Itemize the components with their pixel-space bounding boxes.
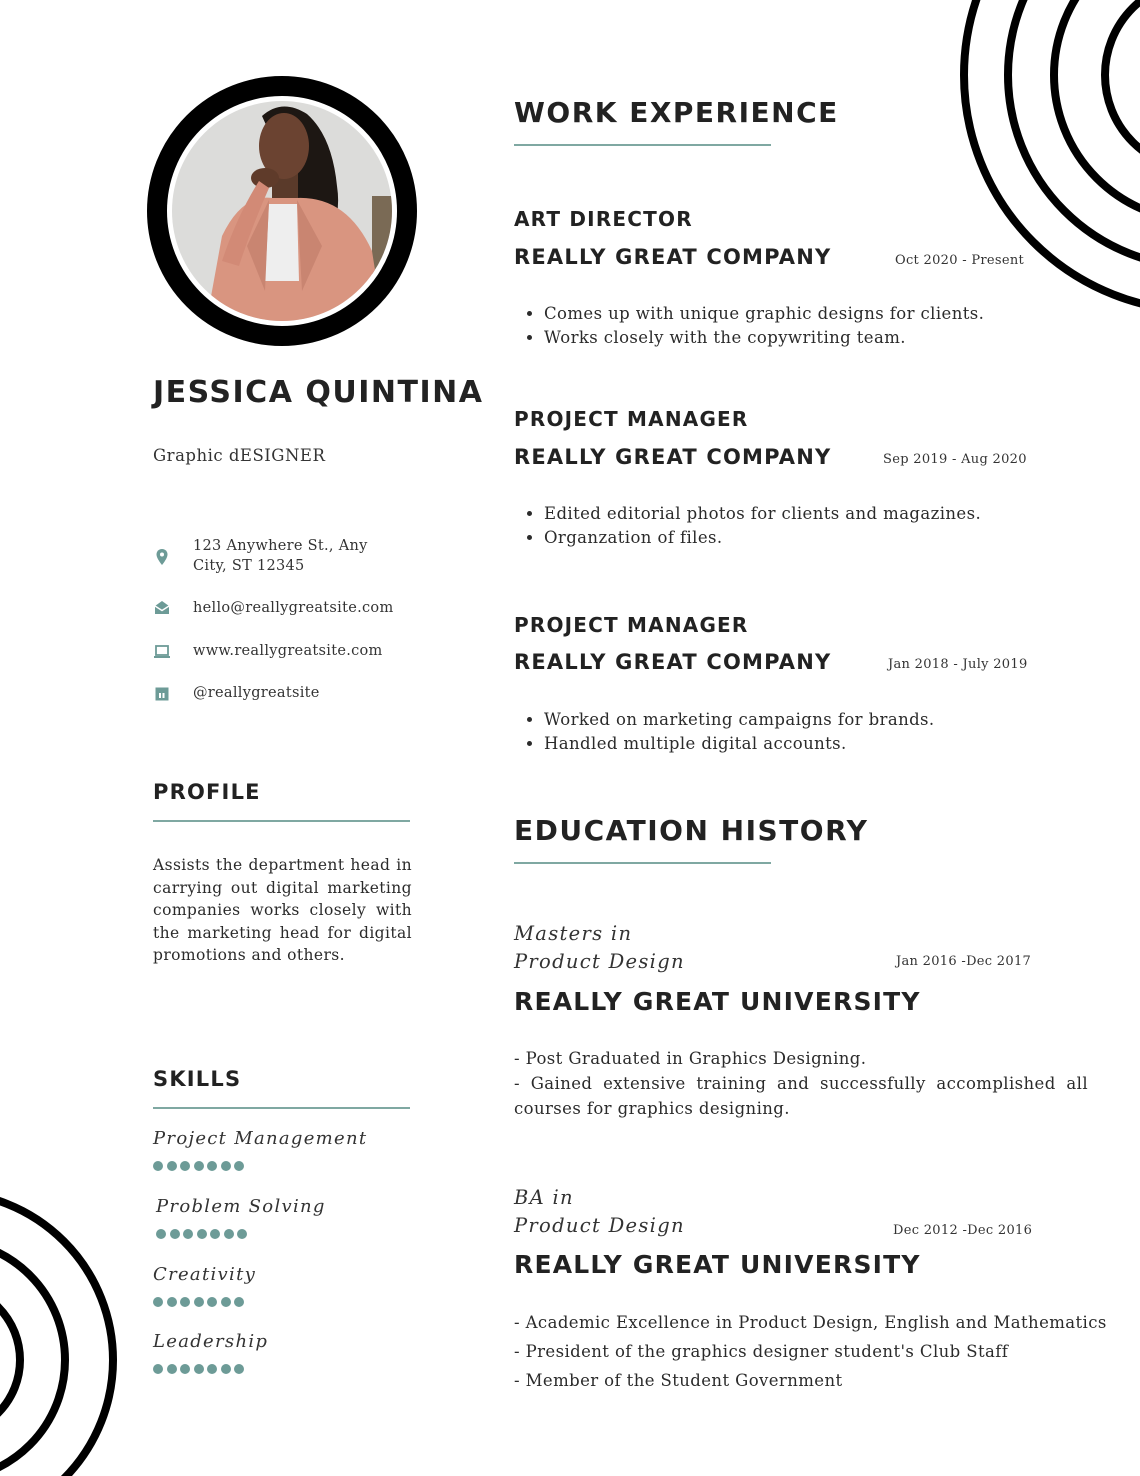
avatar [147, 76, 417, 346]
job-bullet: • Handled multiple digital accounts. [544, 732, 935, 756]
skill-name: Project Management [153, 1128, 368, 1149]
education-line: - President of the graphics designer student's Club Staff [514, 1342, 1009, 1361]
skill-dot [221, 1161, 231, 1171]
skill-dot [234, 1364, 244, 1374]
website-text: www.reallygreatsite.com [193, 643, 383, 659]
job-bullets [514, 708, 935, 756]
degree [514, 1184, 685, 1240]
profile-text: Assists the department head in carrying out digital marketing companies works closely with the marketing head for digital promotions and others. [153, 856, 412, 964]
contact-social[interactable] [153, 683, 443, 703]
education-rule [514, 862, 771, 864]
skill-dot [194, 1297, 204, 1307]
education-line: - Academic Excellence in Product Design, English and Mathematics [514, 1313, 1107, 1332]
skill-dot [170, 1229, 180, 1239]
skill-dot [207, 1364, 217, 1374]
skills-rule [153, 1107, 410, 1109]
skill-dot [221, 1364, 231, 1374]
skills-heading: SKILLS [153, 1067, 242, 1091]
work-heading: WORK EXPERIENCE [514, 96, 839, 129]
skill-dot [180, 1297, 190, 1307]
education-line: - Gained extensive training and successfully accomplished all courses for graphics designing. [514, 1074, 1088, 1118]
person-role: Graphic dESIGNER [153, 446, 326, 465]
contact-address [153, 536, 443, 578]
school-name: REALLY GREAT UNIVERSITY [514, 987, 921, 1016]
skill-dot [224, 1229, 234, 1239]
address-line-1: 123 Anywhere St., Any [193, 538, 368, 554]
skill-dot [210, 1229, 220, 1239]
skill-dot [183, 1229, 193, 1239]
job-bullet: • Worked on marketing campaigns for brands. [544, 708, 935, 732]
email-text: hello@reallygreatsite.com [193, 600, 394, 616]
social-icon [153, 685, 171, 703]
education-line: - Member of the Student Government [514, 1371, 843, 1390]
job-title: PROJECT MANAGER [514, 613, 749, 637]
location-pin-icon [153, 548, 171, 566]
job-company: REALLY GREAT COMPANY [514, 650, 832, 674]
job-bullets [514, 302, 984, 350]
job-date: Jan 2018 - July 2019 [888, 657, 1028, 672]
skill-dot [153, 1364, 163, 1374]
degree-line-1: Masters in [514, 922, 633, 945]
job-company: REALLY GREAT COMPANY [514, 245, 832, 269]
education-date: Jan 2016 -Dec 2017 [896, 954, 1032, 969]
job-title: PROJECT MANAGER [514, 407, 749, 431]
skill-dot [197, 1229, 207, 1239]
skill-dot [194, 1364, 204, 1374]
skill-dot [207, 1161, 217, 1171]
job-date: Oct 2020 - Present [895, 253, 1025, 268]
skill-item [153, 1128, 367, 1171]
job-bullet: • Comes up with unique graphic designs for clients. [544, 302, 984, 326]
skill-dot [167, 1297, 177, 1307]
social-text: @reallygreatsite [193, 685, 320, 701]
envelope-icon [153, 599, 171, 617]
skill-dot [180, 1161, 190, 1171]
education-details [514, 1308, 1114, 1395]
skill-level-dots [153, 1364, 268, 1374]
skill-level-dots [156, 1229, 326, 1239]
skill-level-dots [153, 1297, 256, 1307]
job-bullets [514, 502, 981, 550]
school-name: REALLY GREAT UNIVERSITY [514, 1250, 921, 1279]
skill-item [153, 1331, 268, 1374]
skill-dot [221, 1297, 231, 1307]
job-bullet: • Works closely with the copywriting team. [544, 326, 984, 350]
job-company: REALLY GREAT COMPANY [514, 445, 832, 469]
skill-dot [207, 1297, 217, 1307]
person-name: JESSICA QUINTINA [153, 375, 484, 410]
skill-name: Creativity [153, 1264, 257, 1285]
skill-level-dots [153, 1161, 367, 1171]
skill-dot [153, 1161, 163, 1171]
job-bullet: • Edited editorial photos for clients and magazines. [544, 502, 981, 526]
contact-email[interactable] [153, 598, 443, 618]
skill-item [156, 1196, 326, 1239]
education-line: - Post Graduated in Graphics Designing. [514, 1049, 867, 1068]
skill-dot [194, 1161, 204, 1171]
skill-dot [167, 1364, 177, 1374]
skill-name: Leadership [153, 1331, 269, 1352]
degree-line-2: Product Design [514, 950, 685, 973]
profile-heading: PROFILE [153, 780, 261, 804]
education-date: Dec 2012 -Dec 2016 [893, 1223, 1033, 1238]
decorative-arcs-bottom-left [0, 1192, 113, 1476]
skill-item [153, 1264, 256, 1307]
skill-dot [237, 1229, 247, 1239]
job-title: ART DIRECTOR [514, 207, 693, 231]
skill-dot [153, 1297, 163, 1307]
skill-dot [180, 1364, 190, 1374]
contact-website[interactable] [153, 641, 443, 661]
education-heading: EDUCATION HISTORY [514, 814, 869, 847]
skill-dot [156, 1229, 166, 1239]
address-line-2: City, ST 12345 [193, 558, 305, 574]
degree [514, 920, 685, 976]
work-rule [514, 144, 771, 146]
laptop-icon [153, 643, 171, 661]
skill-dot [234, 1297, 244, 1307]
profile-rule [153, 820, 410, 822]
skill-name: Problem Solving [156, 1196, 326, 1217]
job-bullet: • Organzation of files. [544, 526, 981, 550]
job-date: Sep 2019 - Aug 2020 [883, 452, 1027, 467]
skill-dot [167, 1161, 177, 1171]
degree-line-2: Product Design [514, 1214, 685, 1237]
education-details [514, 1046, 1088, 1121]
degree-line-1: BA in [514, 1186, 574, 1209]
skill-dot [234, 1161, 244, 1171]
